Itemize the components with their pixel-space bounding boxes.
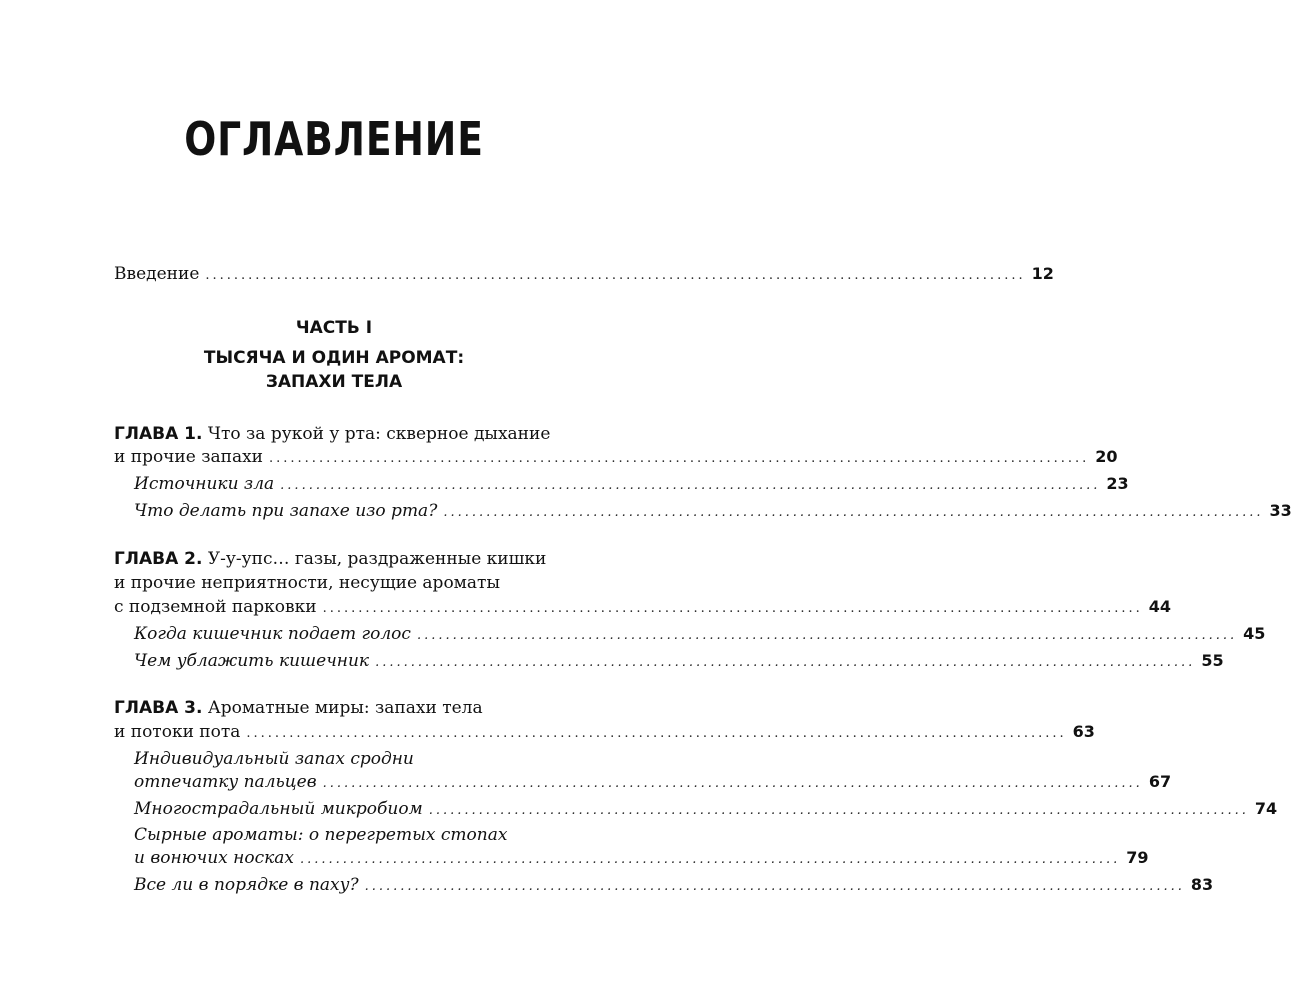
toc-page-number: 23 <box>1106 474 1129 493</box>
section-1-2[interactable] <box>134 499 1292 525</box>
toc-page-number: 55 <box>1201 651 1224 670</box>
chapter-1-entry[interactable] <box>114 445 1118 471</box>
section-label: Чем ублажить кишечник <box>134 651 370 671</box>
chapter-1-prefix: ГЛАВА 1. <box>114 424 203 444</box>
dot-leader: ................................................................................................................... <box>205 268 1026 283</box>
toc-page-number: 33 <box>1269 501 1292 520</box>
section-label: Многострадальный микробиом <box>134 799 423 819</box>
section-3-2[interactable] <box>134 797 1278 823</box>
section-label: отпечатку пальцев <box>134 772 317 792</box>
dot-leader: ................................................................................................................... <box>300 852 1121 867</box>
chapter-3-title-line1: Ароматные миры: запахи тела <box>207 698 483 718</box>
toc-page-number: 45 <box>1243 624 1266 643</box>
dot-leader: ................................................................................................................... <box>269 451 1090 466</box>
toc-entry-label: Введение <box>114 264 200 284</box>
section-2-2[interactable] <box>134 649 1224 675</box>
dot-leader: ................................................................................................................... <box>322 776 1143 791</box>
section-label: Источники зла <box>134 474 275 494</box>
chapter-3-prefix: ГЛАВА 3. <box>114 698 203 718</box>
chapter-3-title-last: и потоки пота <box>114 722 241 742</box>
chapter-2-entry[interactable] <box>114 595 1172 621</box>
toc-page-number: 67 <box>1148 772 1172 791</box>
dot-leader: ................................................................................................................... <box>375 655 1196 670</box>
chapter-2-prefix: ГЛАВА 2. <box>114 549 203 569</box>
dot-leader: ................................................................................................................... <box>322 601 1143 616</box>
section-label: Все ли в порядке в паху? <box>134 875 359 895</box>
dot-leader: ................................................................................................................... <box>443 505 1264 520</box>
toc-page-number: 79 <box>1126 848 1149 867</box>
section-label: Что делать при запахе изо рта? <box>134 501 438 521</box>
section-label: и вонючих носках <box>134 848 294 868</box>
section-3-1[interactable] <box>134 770 1172 796</box>
chapter-2-heading[interactable] <box>114 547 594 571</box>
section-3-3-line1: Сырные ароматы: о перегретых стопах <box>134 825 508 845</box>
part-title-line1: ТЫСЯЧА И ОДИН АРОМАТ: <box>203 348 465 368</box>
section-label: Когда кишечник подает голос <box>134 624 411 644</box>
toc-page-number: 83 <box>1190 875 1214 894</box>
section-3-3[interactable] <box>134 846 1149 872</box>
chapter-3-heading[interactable] <box>114 696 594 720</box>
chapter-2-title-line2: и прочие неприятности, несущие ароматы <box>114 573 500 593</box>
section-3-1-line1: Индивидуальный запах сродни <box>134 749 414 769</box>
chapter-2-title-line1: У-у-упс… газы, раздраженные кишки <box>207 549 547 569</box>
chapter-1-title-line1: Что за рукой у рта: скверное дыхание <box>207 424 551 444</box>
dot-leader: ................................................................................................................... <box>416 628 1238 643</box>
toc-entry-intro[interactable] <box>114 262 1054 288</box>
chapter-1-heading[interactable] <box>114 422 594 446</box>
dot-leader: ................................................................................................................... <box>280 478 1101 493</box>
toc-page-number: 20 <box>1095 447 1118 466</box>
part-title-line2: ЗАПАХИ ТЕЛА <box>265 372 403 392</box>
part-number: ЧАСТЬ I <box>295 318 373 338</box>
toc-page-number: 63 <box>1072 722 1095 741</box>
dot-leader: ................................................................................................................... <box>246 726 1067 741</box>
dot-leader: ................................................................................................................... <box>428 803 1249 818</box>
section-1-1[interactable] <box>134 472 1129 498</box>
toc-page-number: 12 <box>1031 264 1054 283</box>
section-2-1[interactable] <box>134 622 1266 648</box>
toc-page-number: 74 <box>1254 799 1278 818</box>
page-title: ОГЛАВЛЕНИЕ <box>184 112 484 166</box>
chapter-3-entry[interactable] <box>114 720 1095 746</box>
dot-leader: ................................................................................................................... <box>364 879 1185 894</box>
section-3-4[interactable] <box>134 873 1214 899</box>
chapter-2-title-last: с подземной парковки <box>114 597 317 617</box>
toc-page-number: 44 <box>1148 597 1172 616</box>
chapter-1-title-last: и прочие запахи <box>114 447 264 467</box>
